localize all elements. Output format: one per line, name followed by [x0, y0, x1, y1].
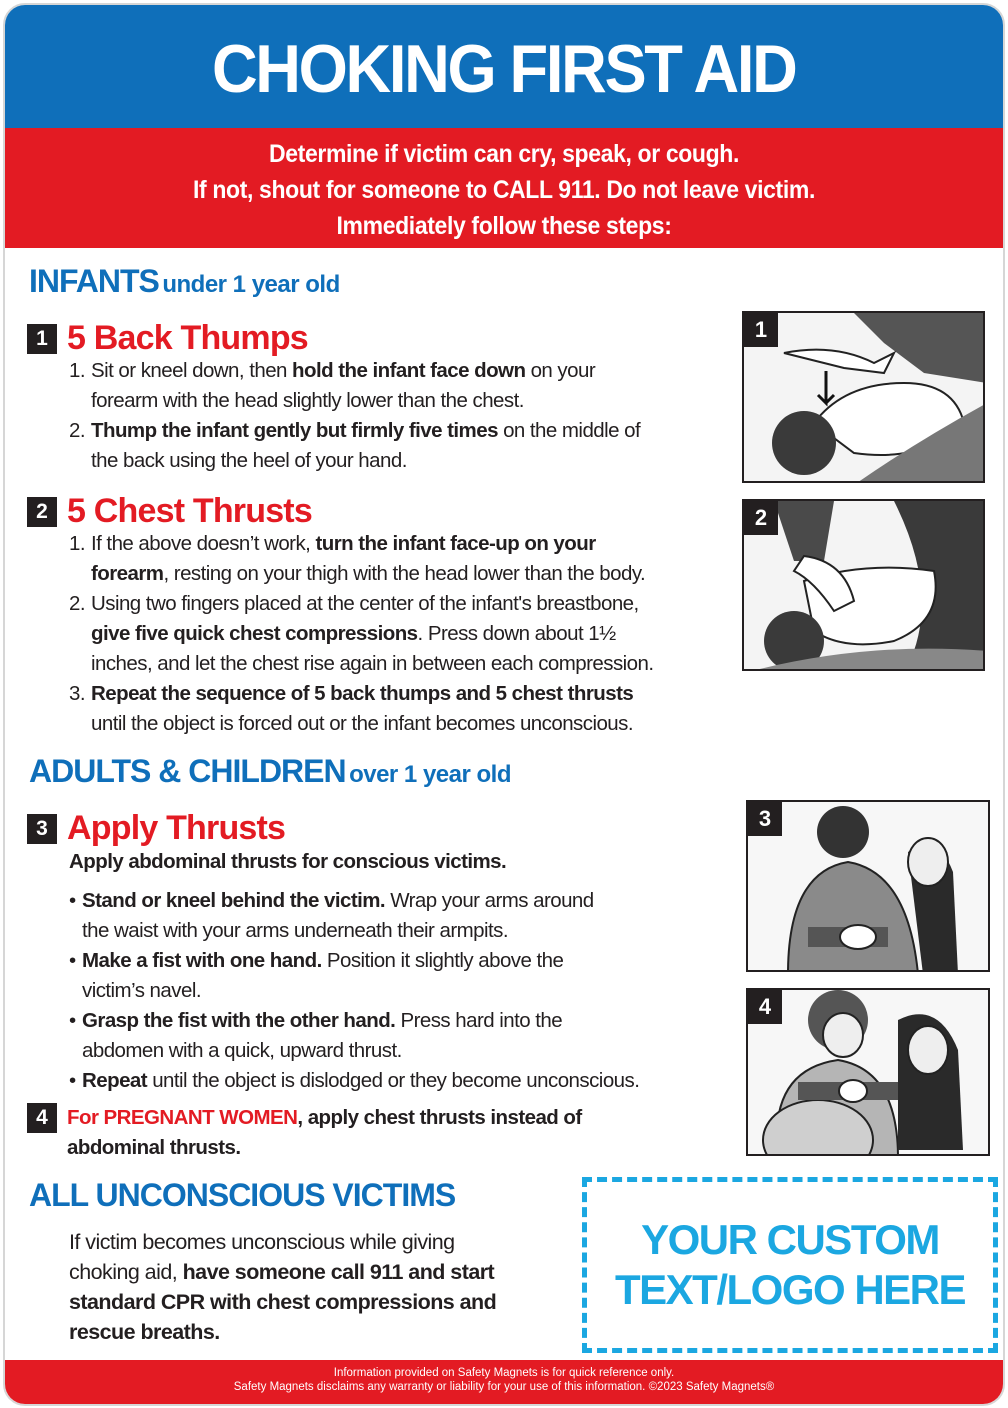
step-1-title: 5 Back Thumps	[67, 319, 308, 357]
illustration-3	[746, 800, 990, 972]
list-item: 2. Using two fingers placed at the center of the infant's breastbone, give five quick chest compressions. Press down about 1½ inches, and let the chest rise again in between each compression.	[69, 592, 654, 675]
step-number-badge: 4	[27, 1103, 57, 1133]
step-2-instructions	[69, 529, 654, 739]
illustration-number-badge: 3	[748, 802, 782, 836]
list-item: 2. Thump the infant gently but firmly five times on the middle of the back using the heel of your hand.	[69, 419, 641, 472]
custom-text-line-2: TEXT/LOGO HERE	[614, 1266, 966, 1313]
section-unconscious-title: ALL UNCONSCIOUS VICTIMS	[29, 1177, 456, 1213]
custom-logo-placeholder	[582, 1177, 998, 1353]
choking-first-aid-card	[3, 3, 1005, 1406]
section-adults-subtitle: over 1 year old	[349, 761, 511, 788]
illustration-number-badge: 2	[744, 501, 778, 535]
disclaimer-line-2: Safety Magnets disclaims any warranty or liability for your use of this information. ©2023 Safety Magnets®	[233, 1381, 775, 1393]
list-item: • Stand or kneel behind the victim. Wrap your arms around the waist with your arms underneath their armpits.	[69, 889, 594, 942]
illustration-number-badge: 1	[744, 313, 778, 347]
illustration-1	[742, 311, 985, 483]
step-number-badge: 2	[27, 497, 57, 527]
section-adults-title: ADULTS & CHILDREN	[29, 753, 346, 789]
step-number-badge: 1	[27, 324, 57, 354]
section-infants-heading	[29, 263, 340, 300]
title-banner	[5, 5, 1003, 128]
step-3-bullets	[69, 886, 639, 1096]
list-item: • Repeat until the object is dislodged or they become unconscious.	[69, 1069, 640, 1092]
step-1-instructions	[69, 356, 640, 476]
list-item: 3. Repeat the sequence of 5 back thumps and 5 chest thrusts until the object is forced out or the infant becomes unconscious.	[69, 682, 634, 735]
intro-banner	[5, 128, 1003, 248]
step-4-text: For PREGNANT WOMEN, apply chest thrusts instead of abdominal thrusts.	[67, 1106, 582, 1159]
intro-line-3: Immediately follow these steps:	[336, 212, 672, 240]
list-item: 1. If the above doesn’t work, turn the infant face-up on your forearm, resting on your thigh with the head lower than the body.	[69, 532, 646, 585]
pregnant-women-label: For PREGNANT WOMEN	[67, 1106, 298, 1129]
custom-text-line-1: YOUR CUSTOM	[641, 1216, 939, 1263]
step-2-title: 5 Chest Thrusts	[67, 492, 312, 530]
disclaimer-footer	[5, 1360, 1003, 1404]
step-3-title: Apply Thrusts	[67, 809, 286, 847]
intro-line-2: If not, shout for someone to CALL 911. Do not leave victim.	[193, 176, 815, 204]
step-1-heading	[27, 319, 308, 358]
section-infants-subtitle: under 1 year old	[162, 271, 340, 298]
section-unconscious-heading	[29, 1177, 455, 1214]
step-3-heading	[27, 809, 285, 848]
step-4-heading	[27, 1103, 582, 1163]
illustration-2	[742, 499, 985, 671]
list-item: • Grasp the fist with the other hand. Press hard into the abdomen with a quick, upward thrust.	[69, 1009, 563, 1062]
intro-line-1: Determine if victim can cry, speak, or cough.	[268, 140, 740, 168]
unconscious-instructions: If victim becomes unconscious while giving choking aid, have someone call 911 and start standard CPR with chest compressions and rescue breaths.	[69, 1230, 497, 1344]
step-3-lead: Apply abdominal thrusts for conscious victims.	[69, 850, 507, 873]
illustration-number-badge: 4	[748, 990, 782, 1024]
list-item: 1. Sit or kneel down, then hold the infant face down on your forearm with the head slightly lower than the chest.	[69, 359, 596, 412]
section-adults-heading	[29, 753, 511, 790]
section-infants-title: INFANTS	[29, 263, 159, 299]
step-2-heading	[27, 492, 312, 531]
infant-back-thumps-illustration	[744, 313, 985, 483]
pregnant-chest-thrusts-illustration	[748, 990, 990, 1156]
illustration-4	[746, 988, 990, 1156]
abdominal-thrusts-illustration	[748, 802, 990, 972]
infant-chest-thrusts-illustration	[744, 501, 985, 671]
list-item: • Make a fist with one hand. Position it slightly above the victim’s navel.	[69, 949, 564, 1002]
disclaimer-line-1: Information provided on Safety Magnets is for quick reference only.	[333, 1367, 675, 1379]
page-title: CHOKING FIRST AID	[212, 30, 796, 107]
step-number-badge: 3	[27, 814, 57, 844]
